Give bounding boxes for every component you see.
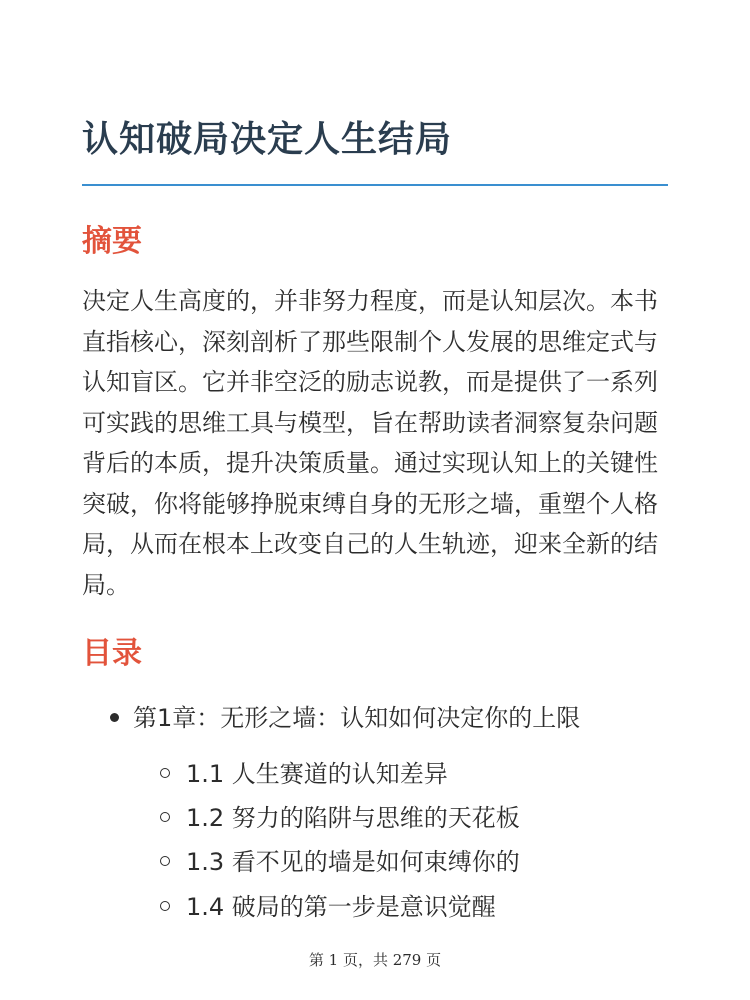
toc-chapter-item[interactable] [110, 700, 580, 736]
toc-heading: 目录 [82, 636, 142, 671]
abstract-heading: 摘要 [82, 224, 142, 259]
toc-section-item[interactable] [160, 800, 520, 836]
abstract-body: 决定人生高度的，并非努力程度，而是认知层次。本书直指核心，深刻剖析了那些限制个人发展的思维定式与认知盲区。它并非空泛的励志说教，而是提供了一系列可实践的思维工具与模型，旨在帮助读者洞察复杂问题背后的本质，提升决策质量。通过实现认知上的关键性突破，你将能够挣脱束缚自身的无形之墙，重塑个人格局，从而在根本上改变自己的人生轨迹，迎来全新的结局。 [82, 287, 658, 599]
page-number-footer: 第 1 页，共 279 页 [308, 951, 442, 969]
bullet-disc-icon [110, 713, 119, 722]
toc-section-label: 1.2 努力的陷阱与思维的天花板 [186, 804, 520, 832]
bullet-circle-icon [160, 812, 170, 822]
title-divider [82, 184, 668, 186]
bullet-circle-icon [160, 901, 170, 911]
bullet-circle-icon [160, 768, 170, 778]
toc-chapter-label: 第1章：无形之墙：认知如何决定你的上限 [133, 704, 581, 732]
toc-section-item[interactable] [160, 889, 496, 925]
toc-section-item[interactable] [160, 844, 520, 880]
toc-section-label: 1.4 破局的第一步是意识觉醒 [186, 893, 496, 921]
toc-section-item[interactable] [160, 756, 448, 792]
bullet-circle-icon [160, 856, 170, 866]
toc-section-label: 1.1 人生赛道的认知差异 [186, 760, 448, 788]
toc-section-label: 1.3 看不见的墙是如何束缚你的 [186, 848, 520, 876]
document-title: 认知破局决定人生结局 [82, 119, 453, 160]
